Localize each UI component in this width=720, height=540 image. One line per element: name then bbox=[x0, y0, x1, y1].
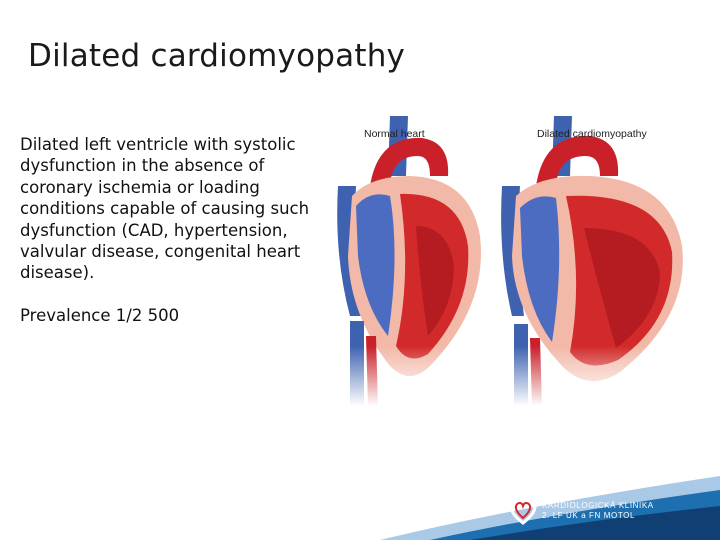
logo-line2: 2. LF UK a FN MOTOL bbox=[542, 511, 636, 520]
heart-comparison-image bbox=[330, 116, 720, 406]
heart-logo-icon bbox=[508, 497, 538, 525]
prevalence-paragraph: Prevalence 1/2 500 bbox=[20, 305, 180, 325]
heart-illustration bbox=[330, 116, 720, 406]
normal-heart-label: Normal heart bbox=[364, 128, 425, 140]
definition-paragraph: Dilated left ventricle with systolic dysfunction in the absence of coronary ischemia or loading conditions capable of causing such dysfunction (CAD, hypertension, valvular disease, congenital heart disease). bbox=[20, 135, 310, 283]
logo-line1: KARDIOLOGICKÁ KLINIKA bbox=[542, 501, 654, 510]
logo-text bbox=[542, 501, 654, 521]
clinic-logo bbox=[508, 497, 654, 525]
slide-title: Dilated cardiomyopathy bbox=[28, 38, 406, 74]
slide-body bbox=[20, 134, 312, 326]
dilated-heart-label: Dilated cardiomyopathy bbox=[537, 128, 647, 140]
